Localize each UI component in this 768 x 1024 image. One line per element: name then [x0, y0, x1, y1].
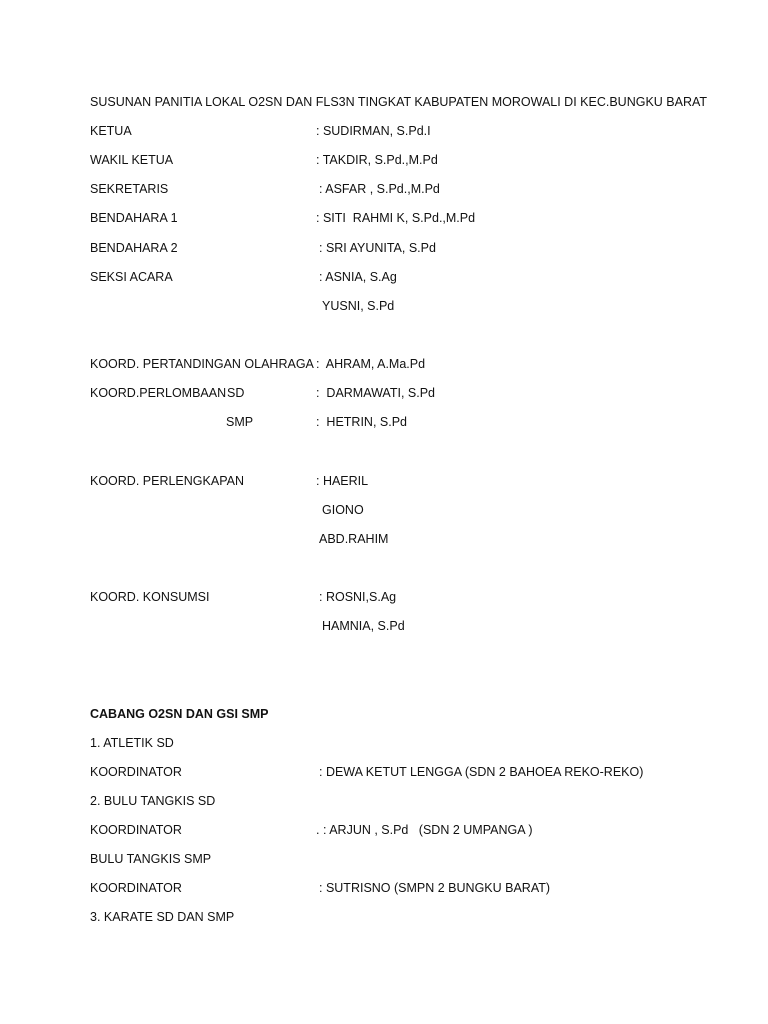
document-title: SUSUNAN PANITIA LOKAL O2SN DAN FLS3N TINGKAT KABUPATEN MOROWALI DI KEC.BUNGKU BARAT [90, 95, 708, 109]
bulu-tangkis-smp-title: BULU TANGKIS SMP [90, 852, 212, 866]
bulu-tangkis-sd-coord-label: KOORDINATOR [90, 823, 182, 837]
atletik-coord-label: KOORDINATOR [90, 765, 182, 779]
bendahara-1-value: : SITI RAHMI K, S.Pd.,M.Pd [316, 211, 476, 225]
koord-perlengkapan-label: KOORD. PERLENGKAPAN [90, 474, 244, 488]
bendahara-2-value: : SRI AYUNITA, S.Pd [319, 241, 436, 255]
sekretaris-value: : ASFAR , S.Pd.,M.Pd [319, 182, 440, 196]
koord-perlombaan-sd-value: : DARMAWATI, S.Pd [316, 386, 435, 400]
seksi-acara-value-1: : ASNIA, S.Ag [319, 270, 397, 284]
atletik-title: 1. ATLETIK SD [90, 736, 174, 750]
koord-perlengkapan-value-1: : HAERIL [316, 474, 369, 488]
atletik-coord-value: : DEWA KETUT LENGGA (SDN 2 BAHOEA REKO-REKO) [319, 765, 644, 779]
koord-olahraga-label: KOORD. PERTANDINGAN OLAHRAGA [90, 357, 314, 371]
bendahara-2-label: BENDAHARA 2 [90, 241, 178, 255]
koord-olahraga-value: : AHRAM, A.Ma.Pd [316, 357, 426, 371]
cabang-heading: CABANG O2SN DAN GSI SMP [90, 707, 269, 721]
ketua-value: : SUDIRMAN, S.Pd.I [316, 124, 431, 138]
karate-title: 3. KARATE SD DAN SMP [90, 910, 235, 924]
bulu-tangkis-smp-coord-label: KOORDINATOR [90, 881, 182, 895]
koord-perlombaan-sd: SD [227, 386, 245, 400]
sekretaris-label: SEKRETARIS [90, 182, 169, 196]
bulu-tangkis-sd-coord-value: . : ARJUN , S.Pd (SDN 2 UMPANGA ) [316, 823, 533, 837]
bendahara-1-label: BENDAHARA 1 [90, 211, 178, 225]
koord-perlengkapan-value-2: GIONO [322, 503, 364, 517]
koord-konsumsi-value-1: : ROSNI,S.Ag [319, 590, 397, 604]
ketua-label: KETUA [90, 124, 132, 138]
seksi-acara-label: SEKSI ACARA [90, 270, 173, 284]
bulu-tangkis-sd-title: 2. BULU TANGKIS SD [90, 794, 216, 808]
koord-perlombaan-smp: SMP [226, 415, 254, 429]
wakil-ketua-value: : TAKDIR, S.Pd.,M.Pd [316, 153, 438, 167]
koord-konsumsi-label: KOORD. KONSUMSI [90, 590, 210, 604]
koord-perlombaan-label: KOORD.PERLOMBAAN [90, 386, 227, 400]
koord-perlombaan-smp-value: : HETRIN, S.Pd [316, 415, 407, 429]
bulu-tangkis-smp-coord-value: : SUTRISNO (SMPN 2 BUNGKU BARAT) [319, 881, 551, 895]
wakil-ketua-label: WAKIL KETUA [90, 153, 174, 167]
seksi-acara-value-2: YUSNI, S.Pd [322, 299, 395, 313]
koord-konsumsi-value-2: HAMNIA, S.Pd [322, 619, 405, 633]
koord-perlengkapan-value-3: ABD.RAHIM [319, 532, 389, 546]
